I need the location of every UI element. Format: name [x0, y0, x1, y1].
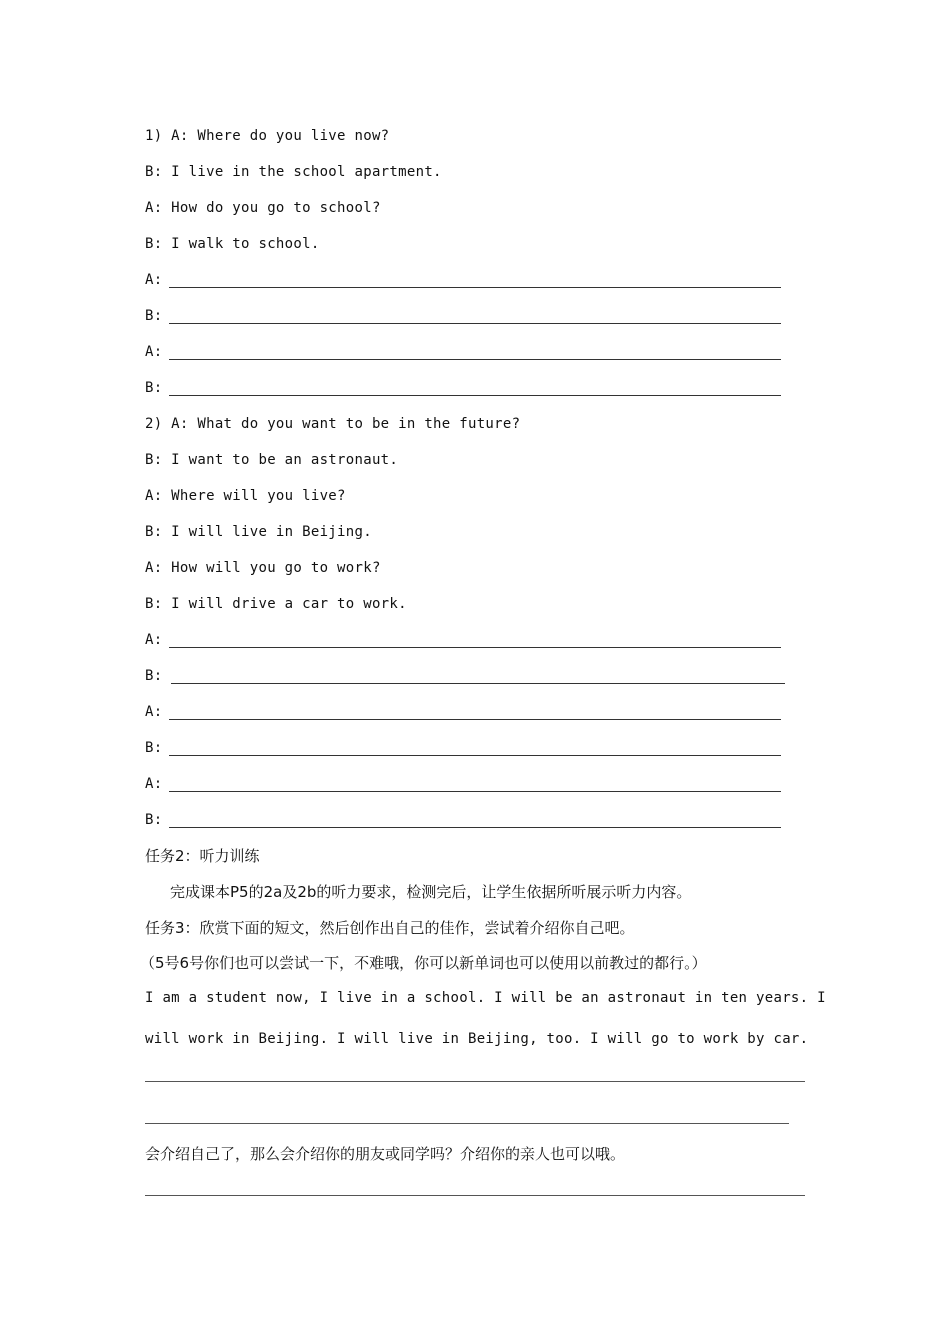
task3-note: （5号6号你们也可以尝试一下，不难哦，你可以新单词也可以使用以前教过的都行。） — [140, 954, 707, 972]
speaker-label: A: — [145, 776, 163, 792]
answer-line — [169, 705, 781, 720]
answer-line — [169, 345, 781, 360]
answer-line — [171, 669, 785, 684]
writing-line-2 — [145, 1122, 789, 1124]
dialog2-blank-4 — [145, 740, 781, 756]
dialog1-blank-4 — [145, 380, 781, 396]
answer-line — [169, 273, 781, 288]
speaker-label: B: — [145, 308, 163, 324]
speaker-label: B: — [145, 740, 163, 756]
answer-line — [169, 309, 781, 324]
answer-line — [169, 633, 781, 648]
dialog2-blank-6 — [145, 812, 781, 828]
speaker-label: A: — [145, 632, 163, 648]
dialog1-line-1: 1) A: Where do you live now? — [145, 128, 390, 144]
dialog2-line-6: B: I will drive a car to work. — [145, 596, 407, 612]
dialog2-blank-2 — [145, 668, 785, 684]
speaker-label: B: — [145, 380, 163, 396]
speaker-label: B: — [145, 812, 163, 828]
dialog2-blank-3 — [145, 704, 781, 720]
writing-line-1 — [145, 1080, 805, 1082]
closing-prompt: 会介绍自己了，那么会介绍你的朋友或同学吗？介绍你的亲人也可以哦。 — [145, 1145, 626, 1163]
answer-line — [169, 741, 781, 756]
dialog1-blank-1 — [145, 272, 781, 288]
task3-passage-line-1: I am a student now, I live in a school. I will be an astronaut in ten years. I — [145, 990, 826, 1006]
dialog2-line-5: A: How will you go to work? — [145, 560, 381, 576]
task2-title: 任务2：听力训练 — [145, 847, 260, 865]
speaker-label: B: — [145, 668, 163, 684]
dialog2-blank-1 — [145, 632, 781, 648]
dialog2-line-4: B: I will live in Beijing. — [145, 524, 372, 540]
writing-line-3 — [145, 1194, 805, 1196]
task3-passage-line-2: will work in Beijing. I will live in Beijing, too. I will go to work by car. — [145, 1031, 809, 1047]
dialog2-line-2: B: I want to be an astronaut. — [145, 452, 399, 468]
dialog1-line-2: B: I live in the school apartment. — [145, 164, 442, 180]
task2-body: 完成课本P5的2a及2b的听力要求，检测完后，让学生依据所听展示听力内容。 — [170, 883, 692, 901]
task3-title: 任务3：欣赏下面的短文，然后创作出自己的佳作，尝试着介绍你自己吧。 — [145, 919, 635, 937]
dialog1-blank-3 — [145, 344, 781, 360]
answer-line — [169, 813, 781, 828]
dialog1-line-4: B: I walk to school. — [145, 236, 320, 252]
dialog2-line-3: A: Where will you live? — [145, 488, 346, 504]
dialog2-line-1: 2) A: What do you want to be in the future? — [145, 416, 521, 432]
dialog2-blank-5 — [145, 776, 781, 792]
speaker-label: A: — [145, 272, 163, 288]
dialog1-blank-2 — [145, 308, 781, 324]
answer-line — [169, 381, 781, 396]
speaker-label: A: — [145, 704, 163, 720]
speaker-label: A: — [145, 344, 163, 360]
answer-line — [169, 777, 781, 792]
dialog1-line-3: A: How do you go to school? — [145, 200, 381, 216]
